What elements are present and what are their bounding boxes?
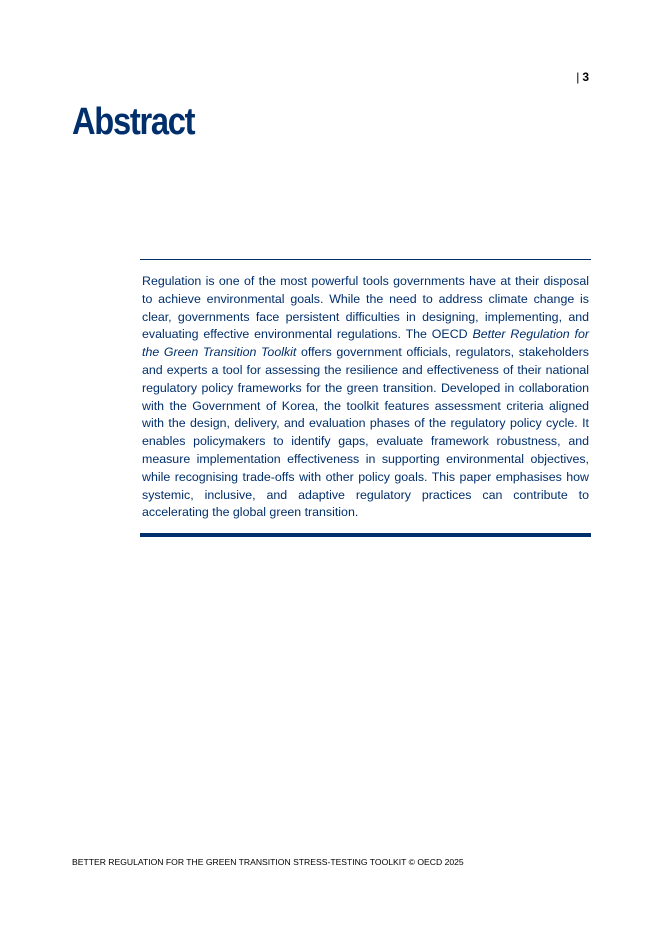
abstract-bottom-rule bbox=[140, 533, 591, 537]
abstract-text-part2: offers government officials, regulators, stakeholders and experts a tool for assessing the resilience and effectiveness of their national regulatory policy frameworks for the green transition. Developed in collaboration with the Government of Korea, the toolkit features assessment criteria aligned with the design, delivery, and evaluation phases of the regulatory policy cycle. It enables policymakers to identify gaps, evaluate framework robustness, and measure implementation effectiveness in supporting environmental objectives, while recognising trade-offs with other policy goals. This paper emphasises how systemic, inclusive, and adaptive regulatory practices can contribute to accelerating the global green transition. bbox=[142, 345, 590, 520]
abstract-top-rule bbox=[140, 259, 591, 260]
page-title: Abstract bbox=[72, 101, 195, 143]
page-number-value: 3 bbox=[582, 70, 589, 84]
abstract-paragraph bbox=[142, 273, 589, 522]
abstract-text-part1: Regulation is one of the most powerful tools governments have at their disposal to achieve environmental goals. While the need to address climate change is clear, governments face persistent difficulties in designing, implementing, and evaluating effective environmental regulations. The OECD bbox=[142, 274, 589, 342]
page-number bbox=[576, 70, 589, 84]
toolkit-title-italic: Better Regulation for the Green Transition Toolkit bbox=[142, 327, 589, 360]
page-footer: BETTER REGULATION FOR THE GREEN TRANSITION STRESS-TESTING TOOLKIT © OECD 2025 bbox=[72, 857, 464, 867]
page-number-separator: | bbox=[576, 70, 580, 84]
abstract-box bbox=[140, 259, 591, 537]
